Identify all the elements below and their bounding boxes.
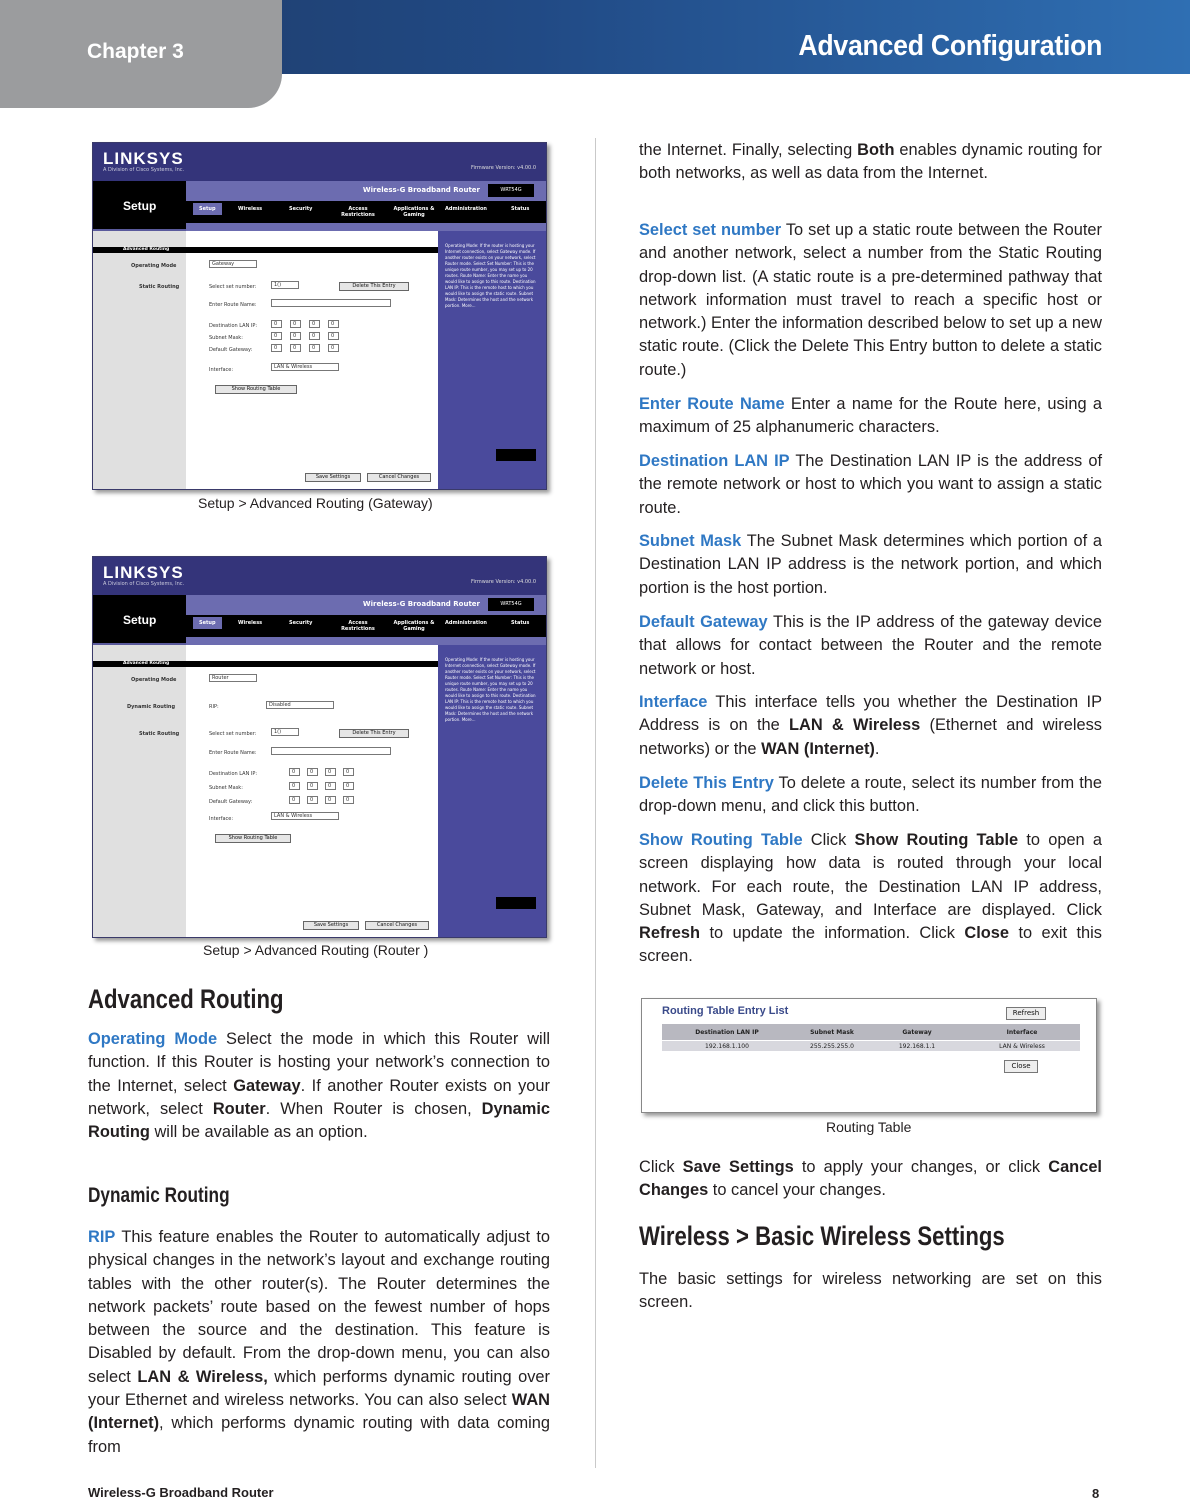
tab-access[interactable]: Access Restrictions	[341, 206, 375, 218]
set-number-select[interactable]: 1()	[271, 728, 299, 736]
tab-status[interactable]: Status	[511, 620, 530, 626]
tab-wireless[interactable]: Wireless	[238, 620, 263, 626]
cancel-changes-button[interactable]: Cancel Changes	[367, 473, 431, 482]
tab-status[interactable]: Status	[511, 206, 530, 212]
tab-wireless[interactable]: Wireless	[238, 206, 263, 212]
chapter-label: Chapter 3	[87, 40, 184, 63]
para-save-settings: Click Save Settings to apply your changes, or click Cancel Changes to cancel your changes.	[639, 1158, 1102, 1200]
routing-table-title: Routing Table Entry List	[662, 1005, 789, 1017]
heading-wireless-basic: Wireless > Basic Wireless Settings	[639, 1221, 1005, 1251]
heading-dynamic-routing: Dynamic Routing	[88, 1184, 230, 1207]
interface-select[interactable]: LAN & Wireless	[271, 363, 339, 371]
figure-caption: Setup > Advanced Routing (Router )	[203, 942, 429, 958]
save-settings-button[interactable]: Save Settings	[303, 921, 359, 930]
tab-access[interactable]: Access Restrictions	[341, 620, 375, 632]
screenshot-gateway: LINKSYS A Division of Cisco Systems, Inc. Firmware Version: v4.00.0 Setup Wireless-G Broadband Router WRT54G Setup Wireless Security Access Restrictions Applications & Gaming Administration Status Advanced Routing Operating Mode Static Routing Gateway Select set number: 1() Delete This Entry Enter Route Name: Destination LAN IP: 0 0 0 0 Subnet Mask: 0 0 0 0 Default Gateway: 0 0 0 0 Interface: LAN & Wireless Show Routing Table Operating Mode: If the router is hosting your Internet connection, select Gateway mode. If another router exists on your network, select Router mode. Select Set Number: This is the unique route number, you may set up to 20 routes. Route Name: Enter the name you would like to assign to this route. Destination LAN IP: This is the remote host to which you would like to assign the static route. Subnet Mask: Determines the host and the network portion. More... Save Settings Cancel Changes	[92, 142, 547, 490]
tab-security[interactable]: Security	[289, 206, 313, 212]
linksys-logo: LINKSYS	[103, 563, 184, 582]
para-delete-entry: Delete This Entry To delete a route, select its number from the drop-down menu, and click this button.	[639, 774, 1102, 816]
delete-entry-button[interactable]: Delete This Entry	[339, 282, 409, 291]
tab-applications[interactable]: Applications & Gaming	[393, 206, 435, 218]
para-default-gateway: Default Gateway This is the IP address of the gateway device that allows for contact between the Router and the remote network or host.	[639, 613, 1102, 678]
footer-product: Wireless-G Broadband Router	[88, 1485, 274, 1500]
show-routing-table-button[interactable]: Show Routing Table	[215, 385, 297, 394]
cancel-changes-button[interactable]: Cancel Changes	[365, 921, 429, 930]
routing-table-screenshot: Routing Table Entry List Refresh Destination LAN IP Subnet Mask Gateway Interface 192.168.1.100 255.255.255.0 192.168.1.1 LAN & Wireless Close	[641, 998, 1097, 1113]
operating-mode-select[interactable]: Router	[209, 674, 257, 682]
para-route-name: Enter Route Name Enter a name for the Route here, using a maximum of 25 alphanumeric characters.	[639, 395, 1102, 437]
linksys-logo: LINKSYS	[103, 149, 184, 168]
para-destination-lan-ip: Destination LAN IP The Destination LAN IP is the address of the remote network or host to which you want to assign a static route.	[639, 452, 1102, 517]
para-wireless-basic: The basic settings for wireless networking are set on this screen.	[639, 1270, 1102, 1312]
interface-select[interactable]: LAN & Wireless	[271, 812, 339, 820]
screenshot-router: LINKSYS A Division of Cisco Systems, Inc. Firmware Version: v4.00.0 Setup Wireless-G Broadband Router WRT54G Setup Wireless Security Access Restrictions Applications & Gaming Administration Status Advanced Routing Operating Mode Dynamic Routing Static Routing Router RIP: Disabled Select set number: 1() Delete This Entry Enter Route Name: Destination LAN IP: 0 0 0 0 Subnet Mask: 0 0 0 0 Default Gateway: 0 0 0 0 Interface: LAN & Wireless Show Routing Table Operating Mode: If the router is hosting your Internet connection, select Gateway mode. If another router exists on your network, select Router mode. Select Set Number: This is the unique route number, you may set up to 20 routes. Route Name: Enter the name you would like to assign to this route. Destination LAN IP: This is the remote host to which you would like to assign the static route. Subnet Mask: Determines the host and the network portion. More... Save Settings Cancel Changes	[92, 556, 547, 938]
delete-entry-button[interactable]: Delete This Entry	[339, 729, 409, 738]
figure-caption: Routing Table	[826, 1119, 912, 1135]
close-button[interactable]: Close	[1004, 1060, 1038, 1073]
para-rip: RIP This feature enables the Router to automatically adjust to physical changes in the network’s layout and exchange routing tables with the other router(s). The Router determines the network packets’ route based on the fewest number of hops between the source and the destination. This feature is Disabled by default. From the drop-down menu, you can also select LAN & Wireless, which performs dynamic routing over your Ethernet and wireless networks. You can also select WAN (Internet), which performs dynamic routing with data coming from	[88, 1228, 551, 1456]
para-show-routing-table: Show Routing Table Click Show Routing Table to open a screen displaying how data is routed through your local network. For each route, the Destination LAN IP address, Subnet Mask, Gateway, and Interface are displayed. Click Refresh to update the information. Click Close to exit this screen.	[639, 831, 1102, 966]
para-interface: Interface This interface tells you whether the Destination IP Address is on the LAN & Wireless (Ethernet and wireless networks) or the WAN (Internet).	[639, 693, 1102, 758]
save-settings-button[interactable]: Save Settings	[305, 473, 361, 482]
tab-setup[interactable]: Setup	[193, 617, 222, 629]
figure-caption: Setup > Advanced Routing (Gateway)	[198, 495, 433, 511]
route-name-input[interactable]	[271, 747, 391, 755]
refresh-button[interactable]: Refresh	[1006, 1007, 1046, 1020]
route-name-input[interactable]	[271, 299, 391, 307]
tab-administration[interactable]: Administration	[445, 620, 487, 626]
para-continued: the Internet. Finally, selecting Both enables dynamic routing for both networks, as well as data from the Internet.	[639, 141, 1102, 183]
tab-security[interactable]: Security	[289, 620, 313, 626]
para-select-set-number: Select set number To set up a static route between the Router and another network, select a number from the Static Routing drop-down list. (A static route is a pre-determined pathway that network information must travel to reach a specific host or network.) Enter the information described below to set up a new static route. (Click the Delete This Entry button to delete a static route.)	[639, 221, 1102, 379]
tab-setup[interactable]: Setup	[193, 203, 222, 215]
para-operating-mode: Operating Mode Select the mode in which this Router will function. If this Router is hosting your network’s connection to the Internet, select Gateway. If another Router exists on your network, select Router. When Router is chosen, Dynamic Routing will be available as an option.	[88, 1030, 550, 1142]
column-divider	[595, 138, 596, 1468]
operating-mode-select[interactable]: Gateway	[209, 260, 257, 268]
cisco-logo	[496, 897, 536, 909]
set-number-select[interactable]: 1()	[271, 281, 299, 289]
page-label: Setup	[123, 199, 157, 213]
heading-advanced-routing: Advanced Routing	[88, 984, 284, 1014]
page-label: Setup	[123, 613, 157, 627]
cisco-logo	[496, 449, 536, 461]
para-subnet-mask: Subnet Mask The Subnet Mask determines which portion of a Destination LAN IP address is the network portion, and which portion is the host portion.	[639, 532, 1102, 597]
tab-applications[interactable]: Applications & Gaming	[393, 620, 435, 632]
show-routing-table-button[interactable]: Show Routing Table	[215, 834, 291, 843]
chapter-title: Advanced Configuration	[798, 30, 1102, 62]
rip-select[interactable]: Disabled	[266, 701, 334, 709]
tab-administration[interactable]: Administration	[445, 206, 487, 212]
page-number: 8	[1092, 1486, 1100, 1501]
